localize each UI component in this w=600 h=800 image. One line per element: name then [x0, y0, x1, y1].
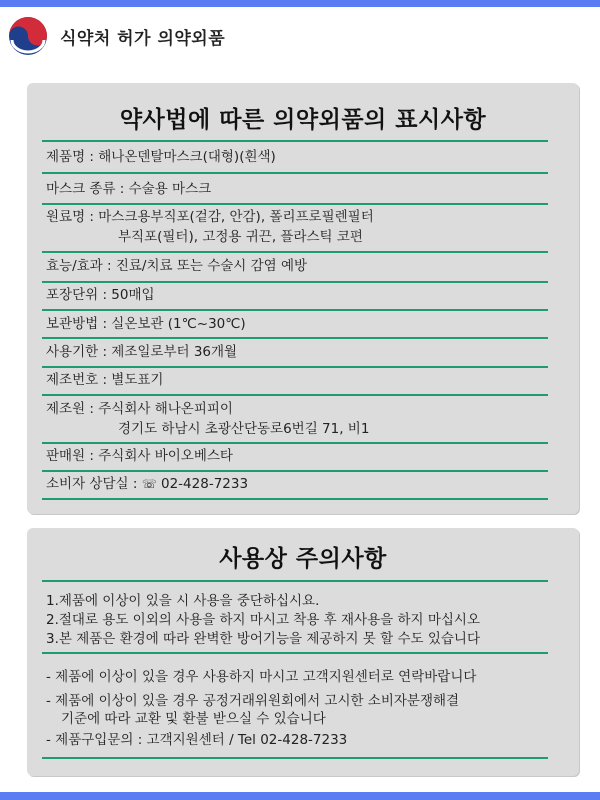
government-emblem-icon — [8, 16, 48, 56]
mask-type-row: 마스크 종류 : 수술용 마스크 — [46, 181, 212, 197]
storage-row: 보관방법 : 실온보관 (1℃~30℃) — [46, 316, 246, 332]
caution-panel-title: 사용상 주의사항 — [219, 546, 387, 572]
divider — [42, 652, 548, 654]
caution-panel — [27, 528, 579, 776]
efficacy-row: 효능/효과 : 진료/치료 또는 수술시 감염 예방 — [46, 258, 308, 274]
divider — [42, 251, 548, 253]
note-item: - 제품에 이상이 있을 경우 사용하지 마시고 고객지원센터로 연락바랍니다 — [46, 669, 477, 685]
caution-item: 2.절대로 용도 이외의 사용을 하지 마시고 착용 후 재사용을 하지 마십시오 — [46, 612, 480, 628]
consumer-center-phone: 02-428-7233 — [161, 476, 249, 492]
divider — [42, 757, 548, 759]
product-name-row: 제품명 : 해나온덴탈마스크(대형)(흰색) — [46, 149, 276, 165]
divider — [42, 172, 548, 174]
header-title: 식약처 허가 의약외품 — [60, 28, 226, 49]
caution-item: 3.본 제품은 환경에 따라 완벽한 방어기능을 제공하지 못 할 수도 있습니다 — [46, 631, 480, 647]
divider — [42, 498, 548, 500]
manufacturer-row: 제조원 : 주식회사 해나온피피이 — [46, 401, 233, 417]
distributor-row: 판매원 : 주식회사 바이오베스타 — [46, 448, 233, 464]
consumer-center-label: 소비자 상담실 : — [46, 476, 138, 492]
divider — [42, 281, 548, 283]
ingredients-row-cont: 부직포(필터), 고정용 귀끈, 플라스틱 코편 — [118, 229, 363, 245]
label-panel-title: 약사법에 따른 의약외품의 표시사항 — [119, 107, 487, 133]
divider — [42, 580, 548, 582]
label-info-panel — [27, 83, 579, 514]
lot-number-row: 제조번호 : 별도표기 — [46, 372, 164, 388]
divider — [42, 140, 548, 142]
note-item: - 제품에 이상이 있을 경우 공정거래위원회에서 고시한 소비자분쟁해결 — [46, 693, 460, 709]
top-accent-bar — [0, 0, 600, 7]
divider — [42, 366, 548, 368]
divider — [42, 337, 548, 339]
bottom-accent-bar — [0, 792, 600, 800]
ingredients-row: 원료명 : 마스크용부직포(겉감, 안감), 폴리프로필렌필터 — [46, 209, 374, 225]
header — [8, 14, 225, 58]
divider — [42, 309, 548, 311]
phone-icon: ☏ — [141, 477, 157, 491]
divider — [42, 470, 548, 472]
package-unit-row: 포장단위 : 50매입 — [46, 287, 155, 303]
caution-item: 1.제품에 이상이 있을 시 사용을 중단하십시요. — [46, 593, 320, 609]
divider — [42, 203, 548, 205]
note-item: - 제품구입문의 : 고객지원센터 / Tel 02-428-7233 — [46, 732, 348, 748]
manufacturer-address: 경기도 하남시 초광산단동로6번길 71, 비1 — [118, 421, 370, 437]
divider — [42, 394, 548, 396]
consumer-center-row — [46, 474, 248, 494]
note-item-cont: 기준에 따라 교환 및 환불 받으실 수 있습니다 — [61, 711, 326, 727]
divider — [42, 442, 548, 444]
expiry-row: 사용기한 : 제조일로부터 36개월 — [46, 344, 238, 360]
